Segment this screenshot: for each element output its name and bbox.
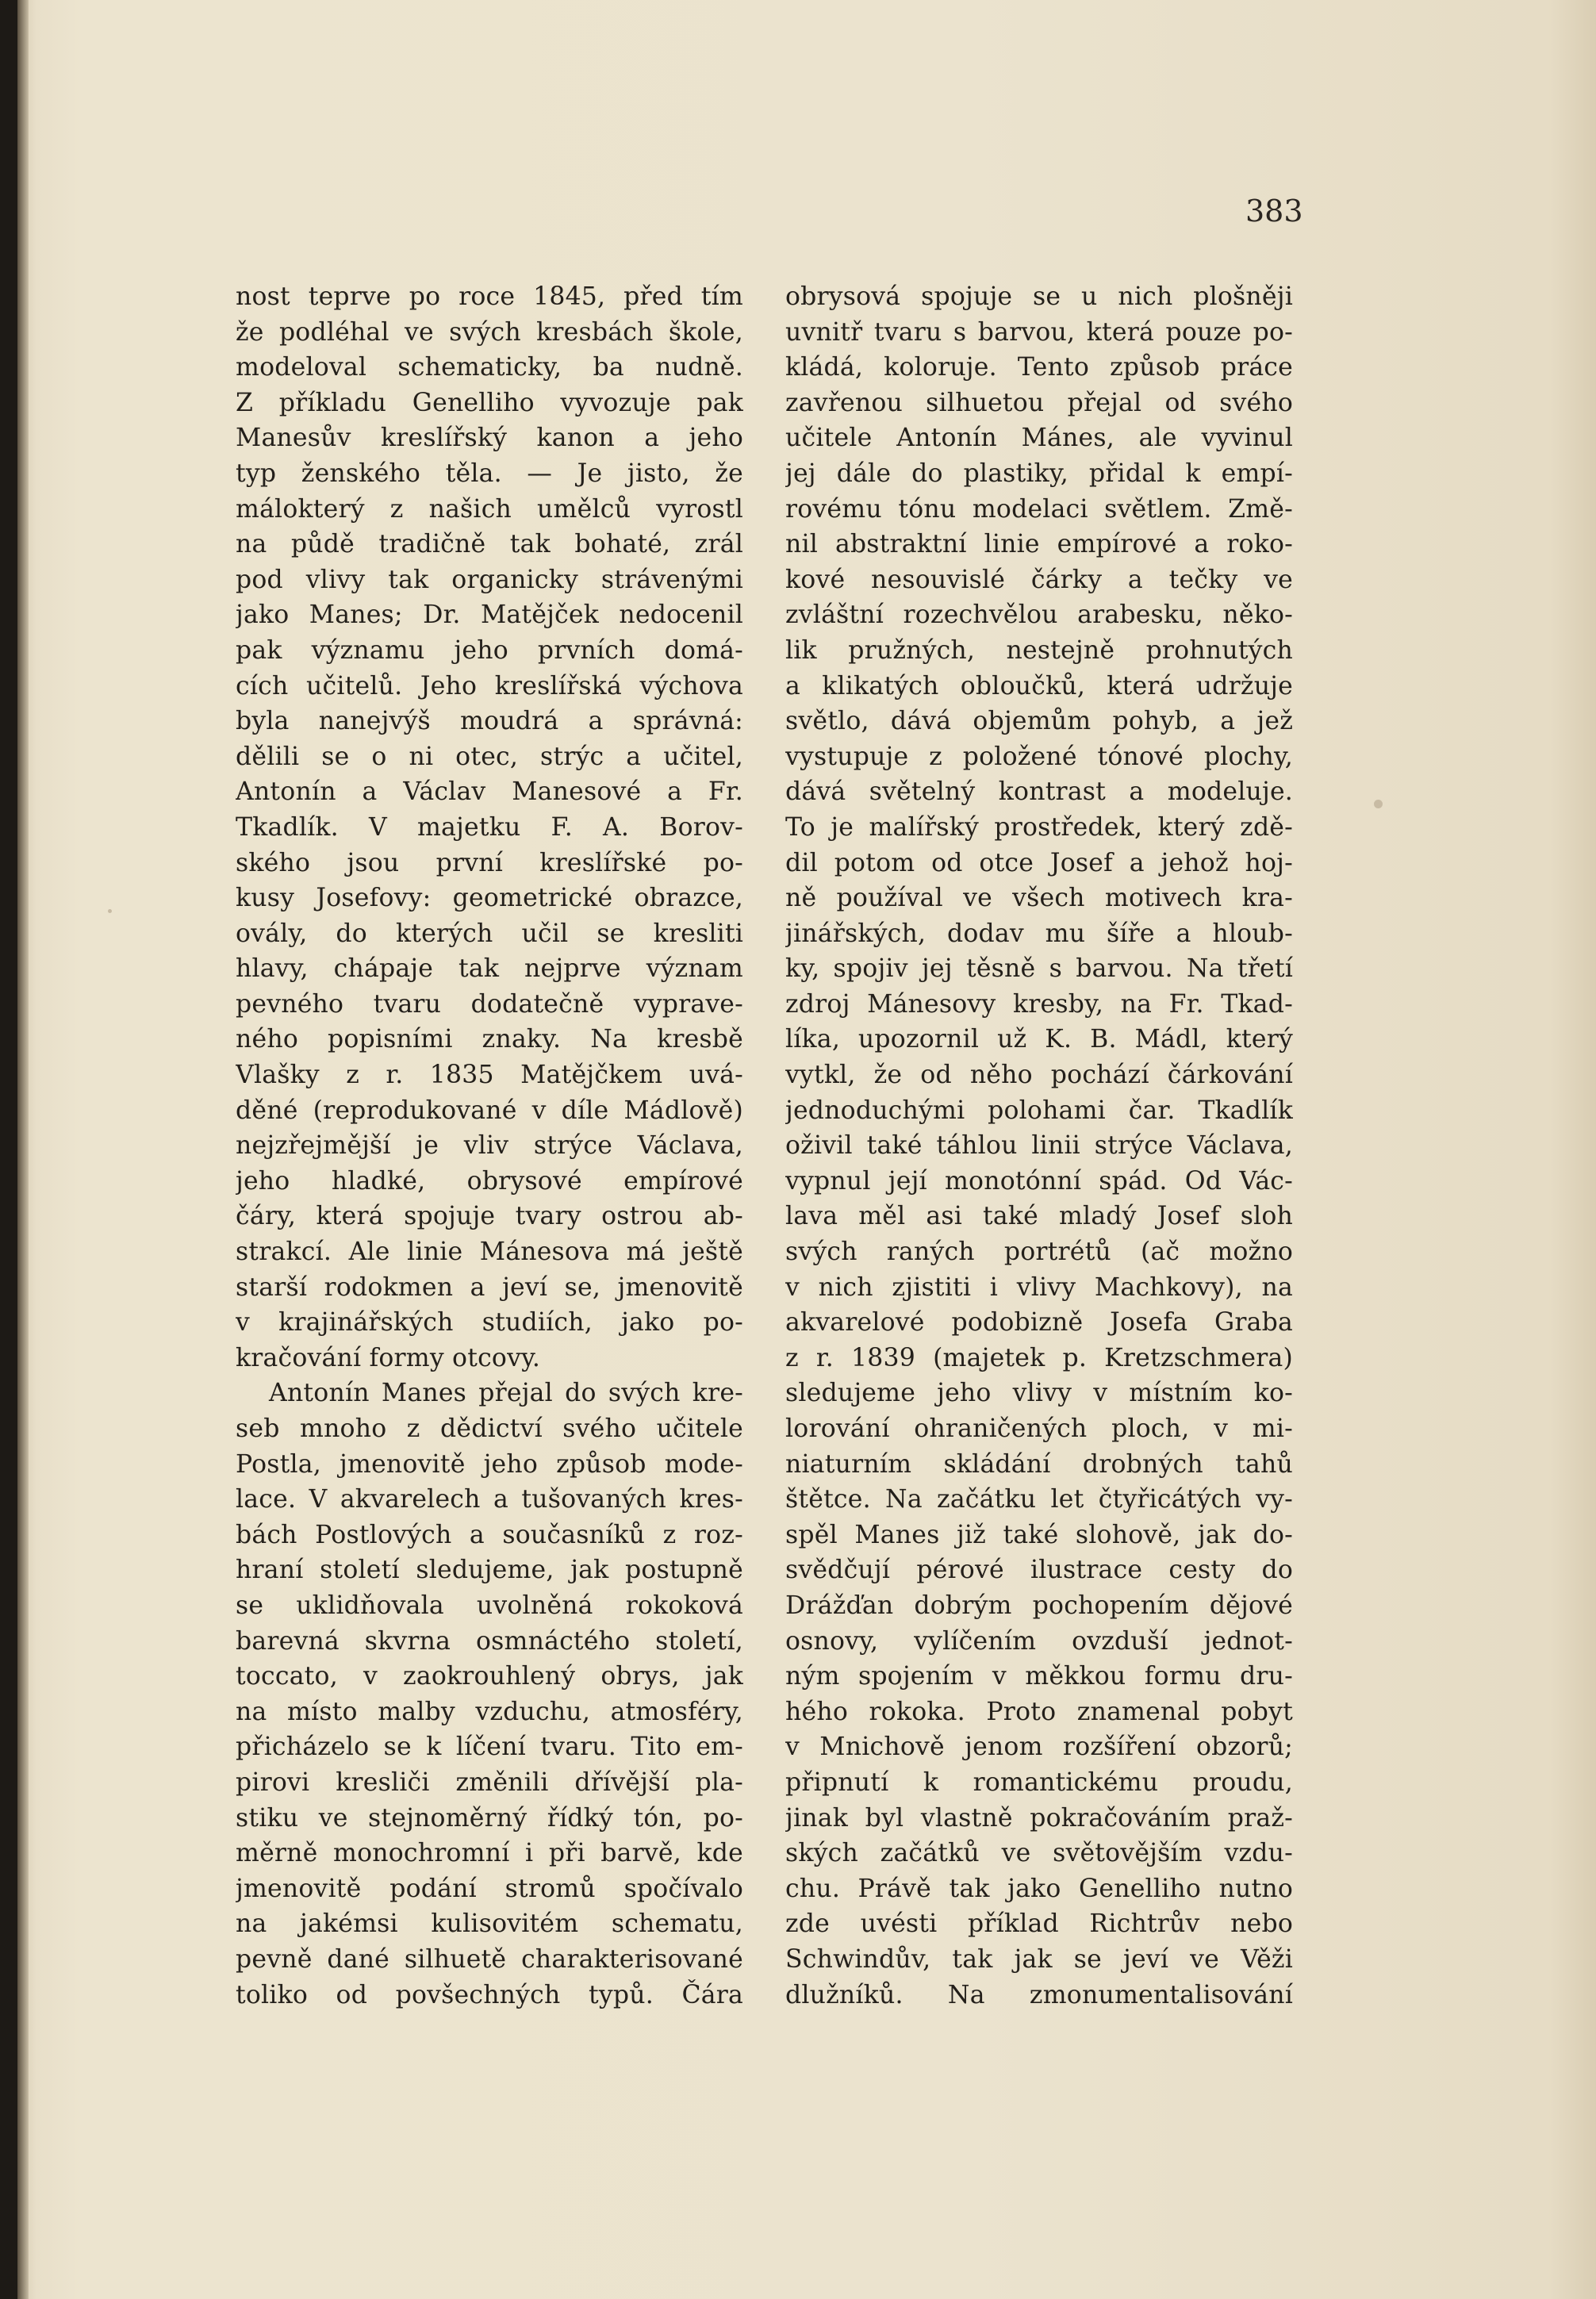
text-line: lik pružných, nestejně prohnutých xyxy=(785,635,1293,665)
text-line: hraní století sledujeme, jak postupně xyxy=(236,1556,743,1585)
text-line: bách Postlových a současníků z roz- xyxy=(236,1520,743,1549)
text-line: nost teprve po roce 1845, před tím xyxy=(236,282,743,311)
text-line: v Mnichově jenom rozšíření obzorů; xyxy=(785,1733,1293,1762)
text-line: ného popisními znaky. Na kresbě xyxy=(236,1025,743,1054)
text-line: toccato, v zaokrouhlený obrys, jak xyxy=(236,1662,743,1691)
text-line: svých raných portrétů (ač možno xyxy=(785,1238,1293,1267)
binding-shadow xyxy=(17,0,29,2299)
text-line: vypnul její monotónní spád. Od Vác- xyxy=(785,1166,1293,1196)
text-line: že podléhal ve svých kresbách škole, xyxy=(236,317,743,347)
text-line: ských začátků ve světovějším vzdu- xyxy=(785,1839,1293,1868)
text-line: jinak byl vlastně pokračováním praž- xyxy=(785,1803,1293,1833)
text-line: dává světelný kontrast a modeluje. xyxy=(785,777,1293,807)
text-line: niaturním skládání drobných tahů xyxy=(785,1449,1293,1479)
text-line: světlo, dává objemům pohyb, a jež xyxy=(785,707,1293,736)
text-line: jednoduchými polohami čar. Tkadlík xyxy=(785,1096,1293,1125)
text-line: na místo malby vzduchu, atmosféry, xyxy=(236,1697,743,1726)
text-line: kusy Josefovy: geometrické obrazce, xyxy=(236,884,743,913)
text-line: kové nesouvislé čárky a tečky ve xyxy=(785,565,1293,594)
text-line: rovému tónu modelaci světlem. Změ- xyxy=(785,494,1293,524)
text-line: jmenovitě podání stromů spočívalo xyxy=(236,1874,743,1903)
page-number: 383 xyxy=(1245,194,1303,228)
text-line: spěl Manes již také slohově, jak do- xyxy=(785,1520,1293,1549)
paper-speck xyxy=(108,909,112,913)
text-line: čáry, která spojuje tvary ostrou ab- xyxy=(236,1202,743,1231)
text-line: lava měl asi také mladý Josef sloh xyxy=(785,1202,1293,1231)
text-line: oživil také táhlou linii strýce Václava, xyxy=(785,1131,1293,1161)
text-line: jeho hladké, obrysové empírové xyxy=(236,1166,743,1196)
text-line: přicházelo se k líčení tvaru. Tito em- xyxy=(236,1733,743,1762)
text-line: Vlašky z r. 1835 Matějčkem uvá- xyxy=(236,1061,743,1090)
text-line: typ ženského těla. — Je jisto, že xyxy=(236,459,743,488)
text-line: Manesův kreslířský kanon a jeho xyxy=(236,424,743,453)
text-line: štětce. Na začátku let čtyřicátých vy- xyxy=(785,1485,1293,1514)
text-line: jako Manes; Dr. Matějček nedocenil xyxy=(236,601,743,630)
text-line: osnovy, vylíčením ovzduší jednot- xyxy=(785,1626,1293,1656)
text-line: kládá, koloruje. Tento způsob práce xyxy=(785,353,1293,382)
text-line: akvarelové podobizně Josefa Graba xyxy=(785,1308,1293,1338)
text-line: Tkadlík. V majetku F. A. Borov- xyxy=(236,812,743,842)
text-line: barevná skvrna osmnáctého století, xyxy=(236,1626,743,1656)
text-line: v krajinářských studiích, jako po- xyxy=(236,1308,743,1338)
text-line: ným spojením v měkkou formu dru- xyxy=(785,1662,1293,1691)
text-line: nil abstraktní linie empírové a roko- xyxy=(785,530,1293,559)
text-line: hlavy, chápaje tak nejprve význam xyxy=(236,954,743,984)
left-column xyxy=(236,279,743,2013)
text-line: lorování ohraničených ploch, v mi- xyxy=(785,1414,1293,1443)
text-line: málokterý z našich umělců vyrostl xyxy=(236,494,743,524)
text-line: učitele Antonín Mánes, ale vyvinul xyxy=(785,424,1293,453)
text-line: Z příkladu Genelliho vyvozuje pak xyxy=(236,388,743,417)
text-line: zavřenou silhuetou přejal od svého xyxy=(785,388,1293,417)
text-line: uvnitř tvaru s barvou, která pouze po- xyxy=(785,317,1293,347)
text-line: na jakémsi kulisovitém schematu, xyxy=(236,1909,743,1939)
text-line: jej dále do plastiky, přidal k empí- xyxy=(785,459,1293,488)
text-line: byla nanejvýš moudrá a správná: xyxy=(236,707,743,736)
text-line: kračování formy otcovy. xyxy=(236,1343,541,1372)
text-line: pod vlivy tak organicky strávenými xyxy=(236,565,743,594)
text-line: děné (reprodukované v díle Mádlově) xyxy=(236,1096,743,1125)
text-line: obrysová spojuje se u nich plošněji xyxy=(785,282,1293,311)
text-line: dil potom od otce Josef a jehož hoj- xyxy=(785,848,1293,877)
text-line: hého rokoka. Proto znamenal pobyt xyxy=(785,1697,1293,1726)
text-line: Antonín a Václav Manesové a Fr. xyxy=(236,777,743,807)
text-line: ovály, do kterých učil se kresliti xyxy=(236,919,743,948)
text-line: Schwindův, tak jak se jeví ve Věži xyxy=(785,1944,1293,1974)
text-line: seb mnoho z dědictví svého učitele xyxy=(236,1414,743,1443)
text-line: Antonín Manes přejal do svých kre- xyxy=(269,1379,743,1408)
text-line: svědčují pérové ilustrace cesty do xyxy=(785,1556,1293,1585)
text-line: na půdě tradičně tak bohaté, zrál xyxy=(236,530,743,559)
text-line: ky, spojiv jej těsně s barvou. Na třetí xyxy=(785,954,1293,984)
text-line: pak významu jeho prvních domá- xyxy=(236,635,743,665)
text-line: strakcí. Ale linie Mánesova má ještě xyxy=(236,1238,743,1267)
text-line: Drážďan dobrým pochopením dějové xyxy=(785,1591,1293,1620)
text-line: Postla, jmenovitě jeho způsob mode- xyxy=(236,1449,743,1479)
text-line: toliko od povšechných typů. Čára xyxy=(236,1980,743,2009)
text-line: nejzřejmější je vliv strýce Václava, xyxy=(236,1131,743,1161)
text-line: z r. 1839 (majetek p. Kretzschmera) xyxy=(785,1343,1293,1372)
text-line: modeloval schematicky, ba nudně. xyxy=(236,353,743,382)
text-line: připnutí k romantickému proudu, xyxy=(785,1767,1293,1797)
text-line: To je malířský prostředek, který zdě- xyxy=(785,812,1293,842)
book-page xyxy=(17,0,1596,2299)
text-line: starší rodokmen a jeví se, jmenovitě xyxy=(236,1272,743,1302)
text-line: zdroj Mánesovy kresby, na Fr. Tkad- xyxy=(785,989,1293,1019)
text-line: zde uvésti příklad Richtrův nebo xyxy=(785,1909,1293,1939)
text-line: lace. V akvarelech a tušovaných kres- xyxy=(236,1485,743,1514)
text-line: dělili se o ni otec, strýc a učitel, xyxy=(236,742,743,771)
text-line: vytkl, že od něho pochází čárkování xyxy=(785,1061,1293,1090)
text-line: v nich zjistiti i vlivy Machkovy), na xyxy=(785,1272,1293,1302)
text-line: stiku ve stejnoměrný řídký tón, po- xyxy=(236,1803,743,1833)
text-line: líka, upozornil už K. B. Mádl, který xyxy=(785,1025,1293,1054)
text-line: zvláštní rozechvělou arabesku, něko- xyxy=(785,601,1293,630)
text-line: měrně monochromní i při barvě, kde xyxy=(236,1839,743,1868)
text-line: sledujeme jeho vlivy v místním ko- xyxy=(785,1379,1293,1408)
text-line: ského jsou první kreslířské po- xyxy=(236,848,743,877)
text-line: ně používal ve všech motivech kra- xyxy=(785,884,1293,913)
text-line: pevného tvaru dodatečně vyprave- xyxy=(236,989,743,1019)
text-line: dlužníků. Na zmonumentalisování xyxy=(785,1980,1293,2009)
text-line: cích učitelů. Jeho kreslířská výchova xyxy=(236,671,743,700)
text-line: a klikatých obloučků, která udržuje xyxy=(785,671,1293,700)
right-column xyxy=(785,279,1293,2013)
text-line: jinářských, dodav mu šíře a hloub- xyxy=(785,919,1293,948)
text-line: pevně dané silhuetě charakterisované xyxy=(236,1944,743,1974)
text-line: vystupuje z položené tónové plochy, xyxy=(785,742,1293,771)
text-line: chu. Právě tak jako Genelliho nutno xyxy=(785,1874,1293,1903)
paper-speck xyxy=(1374,800,1383,808)
text-line: se uklidňovala uvolněná rokoková xyxy=(236,1591,743,1620)
text-line: pirovi kresliči změnili dřívější pla- xyxy=(236,1767,743,1797)
